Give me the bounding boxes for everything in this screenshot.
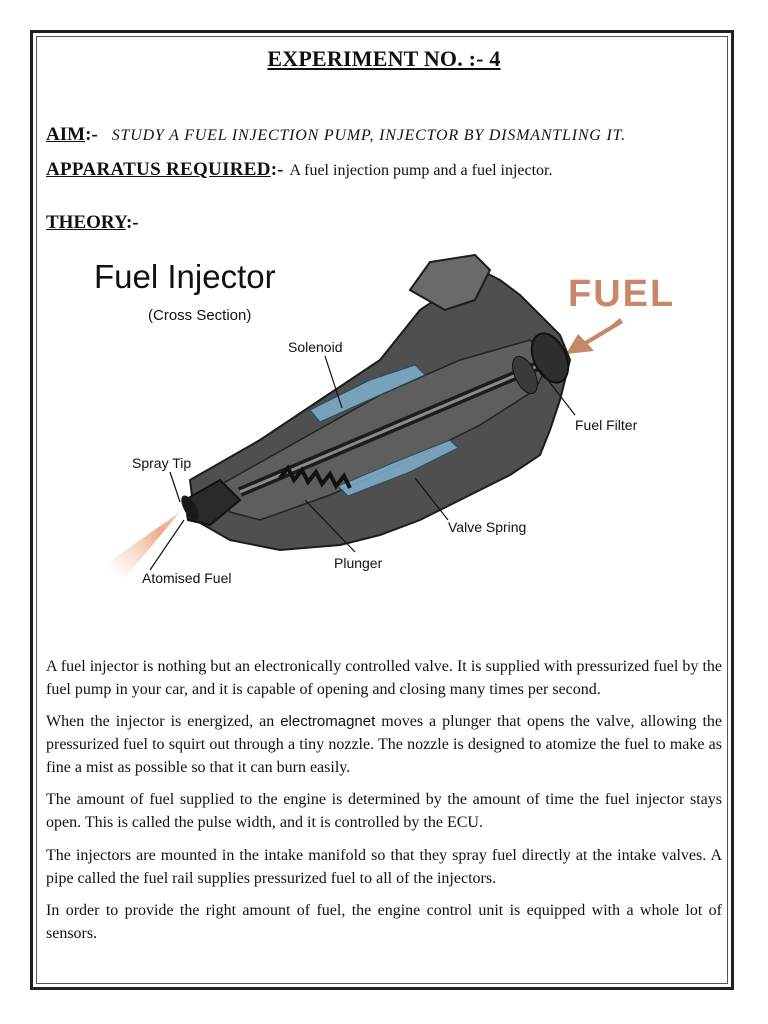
- label-fuel-filter: Fuel Filter: [575, 417, 638, 433]
- label-valve-spring: Valve Spring: [448, 519, 527, 535]
- aim-label: AIM: [46, 124, 86, 145]
- apparatus-text: A fuel injection pump and a fuel injector.: [289, 162, 553, 179]
- theory-colon: :-: [125, 212, 139, 233]
- fuel-label: FUEL: [568, 273, 676, 315]
- paragraph-4: The injectors are mounted in the intake manifold so that they spray fuel directly at the intake valves. A pipe called the fuel rail supplies pressurized fuel to all of the injectors.: [46, 847, 722, 887]
- paragraph-1: A fuel injector is nothing but an electronically controlled valve. It is supplied with pressurized fuel by the fuel pump in your car, and it is capable of opening and closing many times per second.: [46, 658, 722, 698]
- label-spray-tip: Spray Tip: [132, 455, 192, 471]
- paragraph-2: [46, 710, 722, 779]
- apparatus-label: APPARATUS REQUIRED: [46, 159, 271, 180]
- theory-label: THEORY: [46, 212, 126, 233]
- experiment-heading: EXPERIMENT NO. :- 4: [267, 46, 501, 71]
- apparatus-line: [46, 159, 553, 181]
- fuel-injector-diagram: [80, 250, 700, 600]
- paragraph-2-before: When the injector is energized, an: [46, 713, 281, 730]
- paragraph-2-term: electromagnet: [280, 713, 376, 730]
- label-atomised-fuel: Atomised Fuel: [142, 570, 232, 586]
- aim-line: [46, 124, 626, 146]
- paragraph-5: In order to provide the right amount of fuel, the engine control unit is equipped with a whole lot of sensors.: [46, 902, 722, 942]
- aim-colon: :-: [85, 124, 98, 145]
- label-plunger: Plunger: [334, 555, 383, 571]
- injector-body: [178, 255, 576, 550]
- paragraph-2-after: moves a plunger that opens the valve, allowing the pressurized fuel to squirt out through a tiny nozzle. The nozzle is designed to atomize the fuel to make as fine a mist as possible so that it can burn easily.: [46, 713, 722, 776]
- paragraph-3: The amount of fuel supplied to the engine is determined by the amount of time the fuel injector stays open. This is called the pulse width, and it is controlled by the ECU.: [46, 791, 722, 831]
- label-solenoid: Solenoid: [288, 339, 343, 355]
- fuel-arrow-icon: [566, 318, 623, 354]
- fuel-injector-figure: [80, 250, 700, 600]
- figure-title: Fuel Injector: [94, 258, 276, 295]
- theory-heading: [46, 212, 139, 234]
- apparatus-colon: :-: [270, 159, 284, 180]
- figure-subtitle: (Cross Section): [148, 307, 252, 324]
- aim-text: STUDY A FUEL INJECTION PUMP, INJECTOR BY DISMANTLING IT.: [111, 127, 626, 144]
